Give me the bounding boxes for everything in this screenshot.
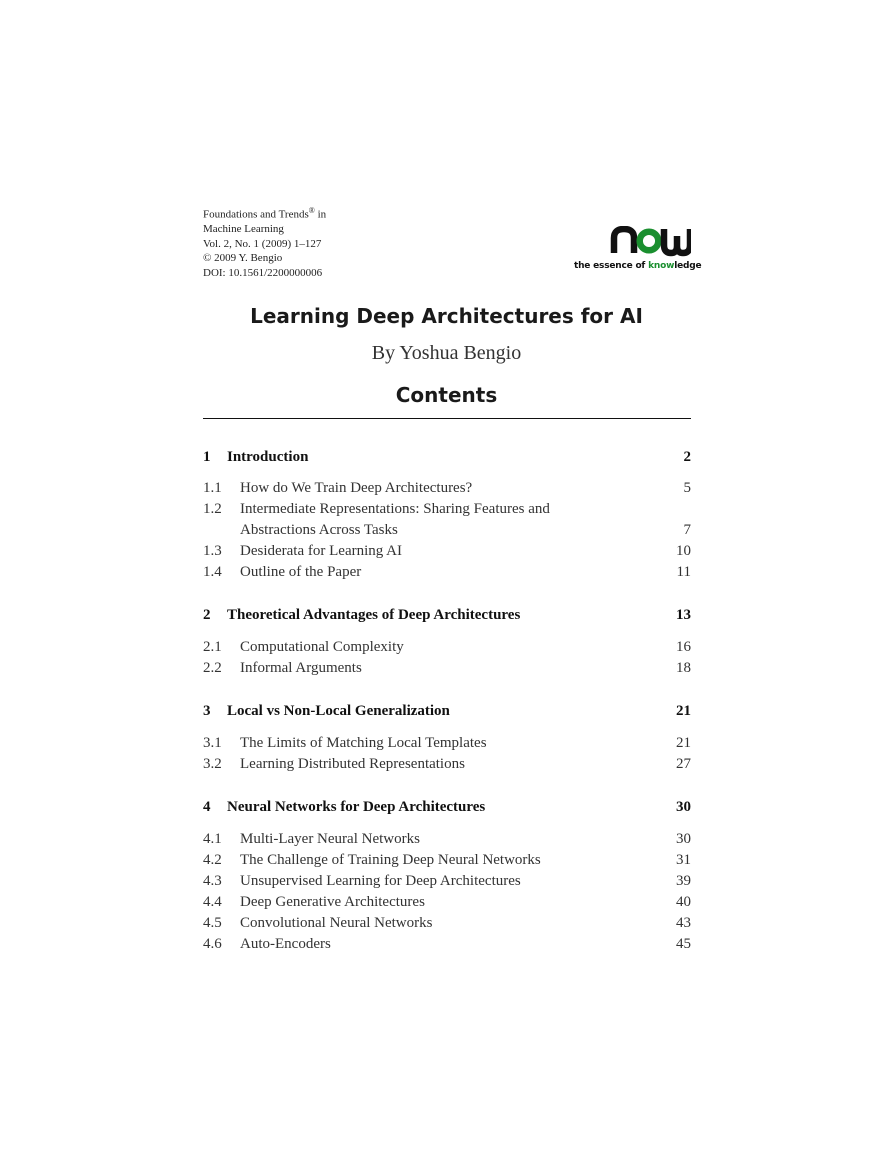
- toc-entry-number: 1: [203, 449, 211, 465]
- toc-section-row[interactable]: [203, 564, 691, 584]
- toc-chapter-row[interactable]: [203, 799, 691, 819]
- toc-section-row[interactable]: [203, 639, 691, 659]
- logo-tagline: the essence of knowledge: [574, 261, 702, 271]
- toc-entry-title: Intermediate Representations: Sharing Features and: [240, 501, 550, 517]
- toc-chapter-row[interactable]: [203, 607, 691, 627]
- author-line: By Yoshua Bengio: [371, 342, 522, 364]
- toc-section-row[interactable]: [203, 852, 691, 872]
- toc-entry-number: 3.1: [203, 735, 222, 751]
- toc-entry-number: 4.2: [203, 852, 222, 868]
- toc-entry-number: 2.2: [203, 660, 222, 676]
- toc-entry-number: 3.2: [203, 756, 222, 772]
- contents-heading: Contents: [395, 383, 498, 407]
- toc-entry-title: Neural Networks for Deep Architectures: [227, 799, 486, 815]
- toc-entry-title: Unsupervised Learning for Deep Architectures: [240, 873, 521, 889]
- toc-section-row[interactable]: [203, 501, 691, 521]
- toc-entry-number: 4.5: [203, 915, 222, 931]
- toc-entry-title: How do We Train Deep Architectures?: [240, 480, 473, 496]
- toc-section-row[interactable]: [203, 543, 691, 563]
- volume-info: Vol. 2, No. 1 (2009) 1–127: [203, 237, 322, 250]
- toc-entry-page: 39: [676, 873, 691, 889]
- toc-chapter-row[interactable]: [203, 703, 691, 723]
- toc-entry-page: 27: [676, 756, 691, 772]
- document-title: Learning Deep Architectures for AI: [250, 304, 643, 328]
- toc-entry-number: 1.1: [203, 480, 222, 496]
- toc-entry-title: Multi-Layer Neural Networks: [240, 831, 420, 847]
- doi: DOI: 10.1561/2200000006: [203, 266, 323, 279]
- toc-entry-title: The Challenge of Training Deep Neural Networks: [240, 852, 541, 868]
- toc-entry-page: 13: [676, 607, 691, 623]
- toc-entry-number: 1.2: [203, 501, 222, 517]
- toc-entry-title: Abstractions Across Tasks: [240, 522, 398, 538]
- toc-entry-page: 21: [676, 703, 691, 719]
- toc-entry-title: The Limits of Matching Local Templates: [240, 735, 487, 751]
- toc-entry-title: Learning Distributed Representations: [240, 756, 465, 772]
- toc-entry-number: 2: [203, 607, 211, 623]
- toc-entry-page: 21: [676, 735, 691, 751]
- toc-entry-number: 4.3: [203, 873, 222, 889]
- toc-section-row[interactable]: [203, 756, 691, 776]
- contents-rule: [203, 418, 691, 419]
- now-logo-icon: [573, 226, 691, 258]
- toc-entry-page: 18: [676, 660, 691, 676]
- toc-section-row[interactable]: [203, 735, 691, 755]
- toc-entry-page: 43: [676, 915, 691, 931]
- toc-section-row[interactable]: [203, 522, 691, 542]
- toc-entry-title: Deep Generative Architectures: [240, 894, 425, 910]
- toc-entry-title: Informal Arguments: [240, 660, 362, 676]
- copyright: © 2009 Y. Bengio: [203, 252, 283, 265]
- toc-entry-number: 4.6: [203, 936, 222, 952]
- toc-entry-title: Convolutional Neural Networks: [240, 915, 433, 931]
- toc-chapter-row[interactable]: [203, 449, 691, 469]
- toc-entry-page: 31: [676, 852, 691, 868]
- toc-entry-title: Introduction: [227, 449, 309, 465]
- registered-mark: ®: [308, 206, 315, 215]
- toc-entry-number: 2.1: [203, 639, 222, 655]
- toc-entry-page: 2: [683, 449, 691, 465]
- toc-entry-title: Theoretical Advantages of Deep Architectures: [227, 607, 521, 623]
- toc-entry-page: 7: [683, 522, 691, 538]
- toc-entry-number: 4.1: [203, 831, 222, 847]
- toc-section-row[interactable]: [203, 894, 691, 914]
- toc-entry-page: 16: [676, 639, 691, 655]
- toc-section-row[interactable]: [203, 831, 691, 851]
- toc-section-row[interactable]: [203, 873, 691, 893]
- publication-info: [203, 204, 326, 280]
- toc-entry-page: 10: [676, 543, 691, 559]
- toc-entry-number: 4.4: [203, 894, 222, 910]
- toc-entry-title: Computational Complexity: [240, 639, 404, 655]
- toc-section-row[interactable]: [203, 480, 691, 500]
- toc-entry-number: 1.3: [203, 543, 222, 559]
- toc-entry-title: Local vs Non-Local Generalization: [227, 703, 450, 719]
- toc-entry-page: 11: [676, 564, 691, 580]
- journal-line: Foundations and Trends® in: [203, 206, 327, 221]
- toc-entry-title: Desiderata for Learning AI: [240, 543, 403, 559]
- journal-subject: Machine Learning: [203, 223, 284, 236]
- toc-entry-number: 1.4: [203, 564, 222, 580]
- toc-entry-page: 30: [676, 831, 691, 847]
- toc-entry-title: Outline of the Paper: [240, 564, 362, 580]
- toc-entry-number: 3: [203, 703, 211, 719]
- toc-entry-page: 40: [676, 894, 691, 910]
- toc-section-row[interactable]: [203, 936, 691, 956]
- toc-entry-page: 45: [676, 936, 691, 952]
- toc-entry-number: 4: [203, 799, 211, 815]
- toc-entry-title: Auto-Encoders: [240, 936, 331, 952]
- toc-entry-page: 30: [676, 799, 691, 815]
- toc-section-row[interactable]: [203, 660, 691, 680]
- toc-entry-page: 5: [683, 480, 691, 496]
- toc-section-row[interactable]: [203, 915, 691, 935]
